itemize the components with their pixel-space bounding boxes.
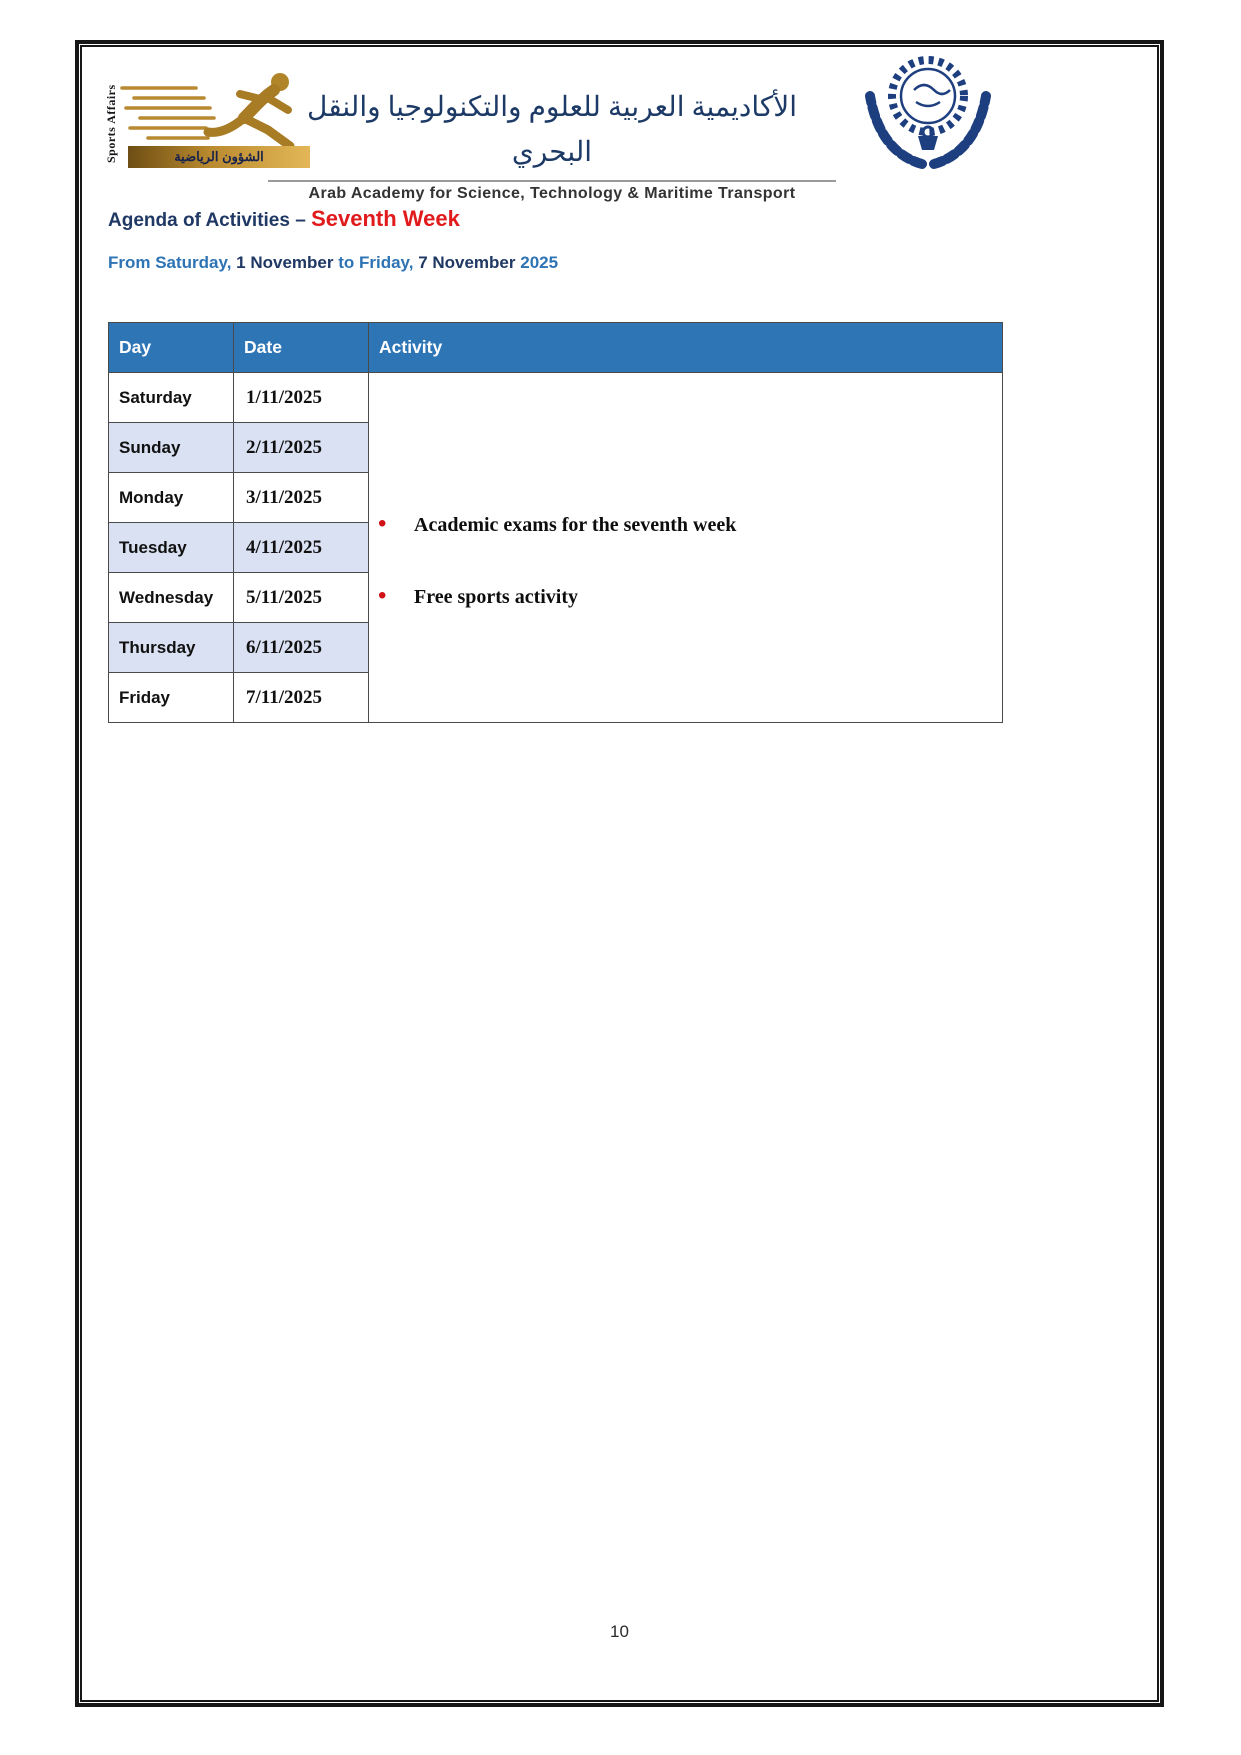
subtitle-start-date: 1 November (236, 253, 339, 272)
title-prefix: Agenda of Activities – (108, 210, 312, 231)
activity-item (370, 512, 1001, 537)
column-header-date: Date (234, 323, 369, 373)
activity-item (370, 584, 1001, 609)
page-title (108, 206, 460, 232)
date-cell: 4/11/2025 (234, 523, 369, 573)
bullet-icon: • (378, 582, 387, 609)
activity-cell (369, 373, 1003, 723)
day-cell: Saturday (109, 373, 234, 423)
subtitle-to: to Friday, (338, 253, 419, 272)
date-cell: 7/11/2025 (234, 673, 369, 723)
bullet-icon: • (378, 510, 387, 537)
activity-text: Academic exams for the seventh week (414, 514, 737, 536)
activity-list (370, 512, 1001, 609)
table-header-row (109, 323, 1003, 373)
activity-text: Free sports activity (414, 586, 579, 608)
date-cell: 6/11/2025 (234, 623, 369, 673)
title-week-highlight: Seventh Week (311, 206, 460, 231)
day-cell: Thursday (109, 623, 234, 673)
academy-arabic-name: الأكاديمية العربية للعلوم والتكنولوجيا والنقل البحري (268, 86, 836, 182)
day-cell: Sunday (109, 423, 234, 473)
day-cell: Tuesday (109, 523, 234, 573)
date-cell: 1/11/2025 (234, 373, 369, 423)
date-cell: 2/11/2025 (234, 423, 369, 473)
column-header-activity: Activity (369, 323, 1003, 373)
table-row (109, 373, 1003, 423)
day-cell: Monday (109, 473, 234, 523)
subtitle-year: 2025 (520, 253, 559, 272)
date-range-subtitle (108, 253, 558, 273)
subtitle-end-date: 7 November (418, 253, 521, 272)
academy-english-name: Arab Academy for Science, Technology & Maritime Transport (308, 184, 796, 202)
day-cell: Wednesday (109, 573, 234, 623)
page-border (75, 40, 1164, 1707)
date-cell: 5/11/2025 (234, 573, 369, 623)
academy-header (268, 86, 836, 203)
academy-emblem-icon (836, 52, 1016, 174)
page-border-inner (80, 45, 1159, 1702)
date-cell: 3/11/2025 (234, 473, 369, 523)
sports-affairs-arabic-label: الشؤون الرياضية (174, 149, 264, 164)
page-number: 10 (610, 1622, 629, 1641)
column-header-day: Day (109, 323, 234, 373)
sports-affairs-label: Sports Affairs (104, 84, 118, 163)
subtitle-from: From Saturday, (108, 253, 237, 272)
agenda-table (108, 322, 1003, 723)
day-cell: Friday (109, 673, 234, 723)
